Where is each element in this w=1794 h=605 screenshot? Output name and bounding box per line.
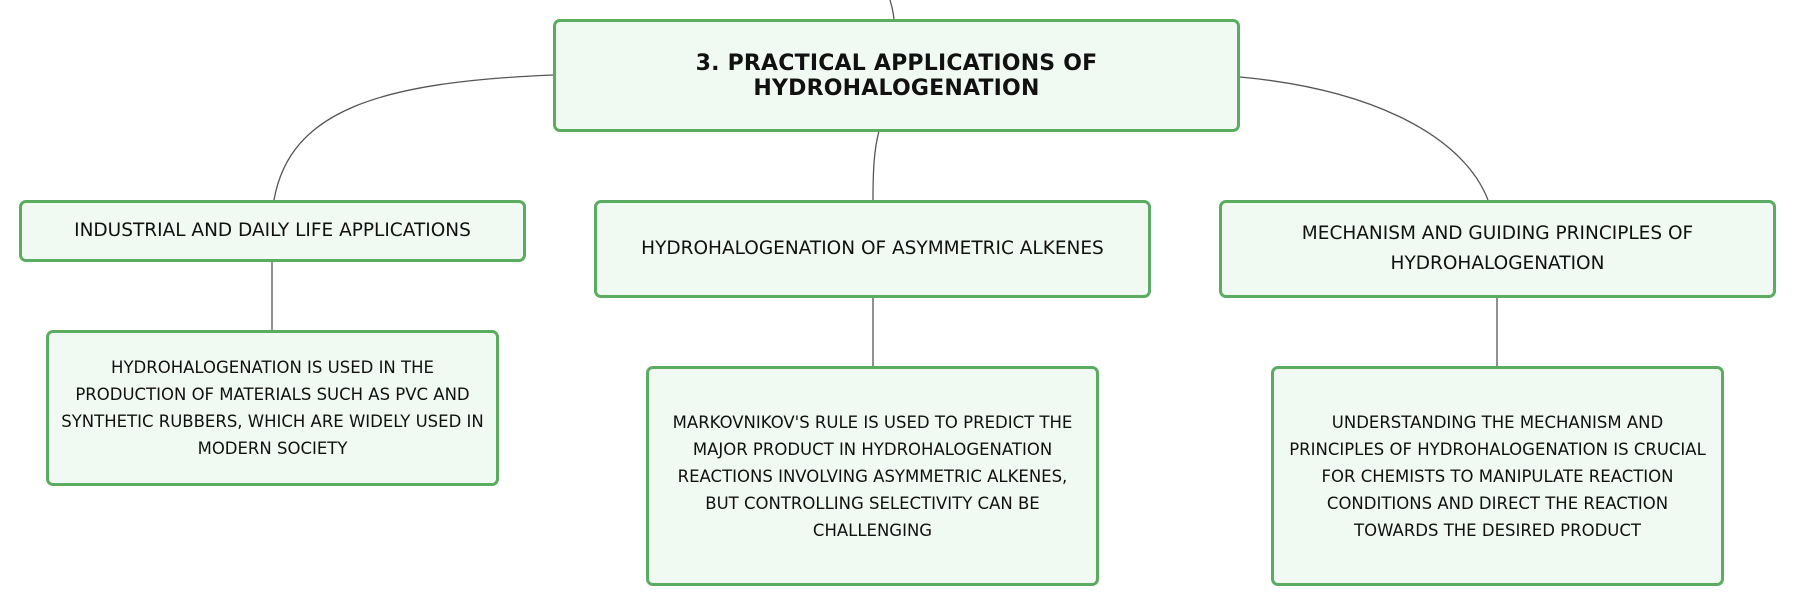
branch-node-mechanism-principles[interactable] [1219, 200, 1776, 298]
branch-node-industrial-applications[interactable] [19, 200, 526, 262]
leaf-node-mechanism-detail[interactable] [1271, 366, 1724, 586]
branch-label: INDUSTRIAL AND DAILY LIFE APPLICATIONS [74, 220, 471, 241]
leaf-node-markovnikov-detail[interactable] [646, 366, 1099, 586]
leaf-text: UNDERSTANDING THE MECHANISM AND PRINCIPLES OF HYDROHALOGENATION IS CRUCIAL FOR CHEMISTS TO MANIPULATE REACTION CONDITIONS AND DIRECT THE REACTION TOWARDS THE DESIRED PRODUCT [1289, 412, 1706, 540]
branch-label: HYDROHALOGENATION OF ASYMMETRIC ALKENES [641, 238, 1104, 259]
branch-label: MECHANISM AND GUIDING PRINCIPLES OF HYDROHALOGENATION [1301, 223, 1694, 274]
branch-node-asymmetric-alkenes[interactable] [594, 200, 1151, 298]
connector-root-to-branch-1 [274, 75, 553, 200]
connector-root-to-branch-2 [873, 131, 879, 201]
connector-parent-to-root [890, 0, 894, 19]
leaf-node-industrial-detail[interactable] [46, 330, 499, 486]
root-topic-node[interactable] [553, 19, 1240, 132]
leaf-text: MARKOVNIKOV'S RULE IS USED TO PREDICT THE MAJOR PRODUCT IN HYDROHALOGENATION REACTIONS INVOLVING ASYMMETRIC ALKENES, BUT CONTROLLING SELECTIVITY CAN BE CHALLENGING [672, 412, 1073, 540]
connector-root-to-branch-3 [1240, 77, 1488, 200]
root-topic-title: 3. PRACTICAL APPLICATIONS OF HYDROHALOGENATION [695, 50, 1098, 101]
leaf-text: HYDROHALOGENATION IS USED IN THE PRODUCTION OF MATERIALS SUCH AS PVC AND SYNTHETIC RUBBERS, WHICH ARE WIDELY USED IN MODERN SOCIETY [61, 358, 484, 458]
